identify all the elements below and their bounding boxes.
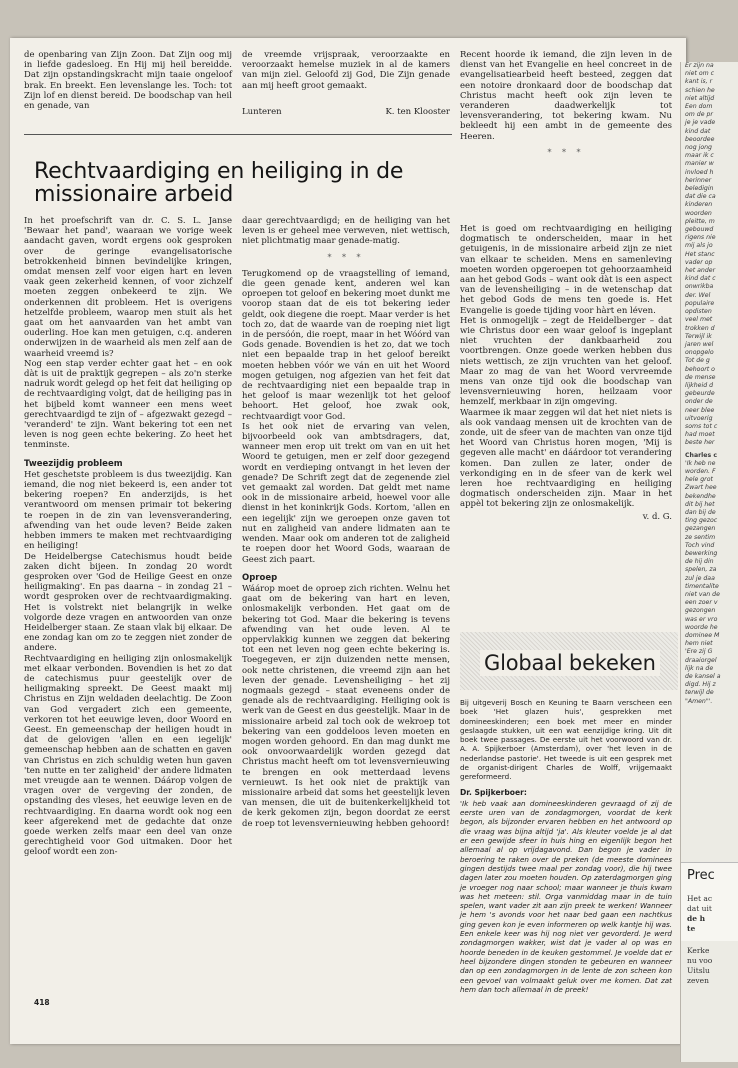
adjacent-box-subheading: de h — [687, 914, 706, 923]
adjacent-page-line: rigens nie — [685, 234, 716, 242]
adjacent-page-line: beoordee — [685, 135, 715, 143]
adjacent-page-line: gezongen — [685, 607, 716, 615]
subheading-tweezijdig: Tweezijdig probleem — [24, 458, 123, 469]
top-signature-place: Lunteren — [242, 106, 282, 117]
adjacent-page-line: dat die ca — [685, 193, 716, 201]
adjacent-page-line: terwijl de — [685, 689, 714, 697]
adjacent-page-line: je je vade — [685, 119, 716, 127]
article-signature: v. d. G. — [642, 511, 672, 522]
adjacent-page-line: neer blee — [685, 406, 715, 414]
adjacent-page-line: kant is, r — [685, 78, 713, 86]
adjacent-page-subheading: Charles c — [685, 451, 717, 459]
adjacent-page-line: pleitte, m — [685, 217, 715, 225]
adjacent-page-line: jaren wel — [685, 340, 714, 348]
adjacent-page-line: invloed h — [685, 168, 714, 176]
top-column-1-text: de openbaring van Zijn Zoon. Dat Zijn oog mij in liefde gadesloeg. En Hij mij heil bereidde. Dat zijn opstandingskracht mijn taaie ongeloof brak. En breekt. Een levenslange les. Toch: tot Zijn lof en dienst bereid. De boodschap van heil en genade, van — [24, 50, 232, 112]
globaal-title: Globaal bekeken — [480, 650, 660, 676]
adjacent-page-line: 'Ere zij G — [685, 648, 713, 656]
adjacent-page-line: veel met — [685, 316, 713, 324]
article-paragraph: Het geschetste probleem is dus tweezijdig. Kan iemand, die nog niet bekeerd is, een ander tot bekering roepen? En anderzijds, is het verantwoord om mensen primair tot bekering te roepen in de zin van levensverandering, afwending van het oude leven? Beide zaken hebben immers te maken met rechtvaardiging en heiliging! — [24, 469, 232, 552]
page-number: 418 — [34, 998, 50, 1007]
adjacent-page-line: kind dat — [685, 127, 711, 135]
top-signature-author: K. ten Klooster — [385, 106, 450, 117]
adjacent-page-line: dit bij het — [685, 500, 715, 508]
adjacent-page-line: herinner — [685, 176, 712, 184]
globaal-intro: Bij uitgeverij Bosch en Keuning te Baarn verscheen een boek 'Het glazen huis', gesprekken met domineeskinderen; een boek met meer en minder geslaagde stukken, uit een wat eenzijdige kring. Uit dit boek twee passages. De eerste uit het voorwoord van dr. A. A. Spijkerboer (Amsterdam), over 'het leven in de nederlandse pastorie'. Het tweede is uit een gesprek met de organist-dirigent Charles de Wolff, vrijgemaakt gereformeerd. — [460, 698, 672, 782]
adjacent-page-line: uitvoerig — [685, 414, 713, 422]
adjacent-page-line: schien he — [685, 86, 715, 94]
adjacent-page-line: vader op — [685, 258, 713, 266]
article-paragraph: Wáárop moet de oproep zich richten. Welnu het gaat om de bekering van hart en leven, onlosmakelijk verbonden. Het gaat om de bekering tot God. Maar die bekering is tevens afwending van het oude leven. Al te oppervlakkig kunnen we zeggen dat bekering tot een net leven nog geen echte bekering is. Toegegeven, er zijn duizenden nette mensen, ook nette christenen, die vreemd zijn aan het leven der genade. Levensheiliging – het zij nogmaals gezegd – staat eveneens onder de genade als de rechtvaardiging. Heiliging ook is werk van de Geest en dus geestelijk. Maar in de missionaire arbeid zal toch ook de wekroep tot bekering van een goddeloos leven moeten en mogen worden gehoord. En dan mag dunkt me ook onvoorwaardelijk worden gezegd dat Christus macht heeft om tot levensvernieuwing te brengen en ook metterdaad levens vernieuwt. Is het ook niet de praktijk van missionaire arbeid dat soms het geestelijk leven van mensen, die uit de buitenkerkelijkheid tot de kerk gekomen zijn, begon doordat ze eerst de roep tot levensvernieuwing hebben gehoord! — [242, 583, 451, 829]
adjacent-page-line: een zoer v — [685, 599, 718, 607]
top-column-2-text: de vreemde vrijspraak, veroorzaakte en veroorzaakt hemelse muziek in al de kamers van mijn ziel. Geloofd zij God, Die Zijn genade aan mij heeft groot gemaakt. — [242, 50, 450, 91]
adjacent-page-line: was er vro — [685, 615, 718, 623]
adjacent-page-line: spelen, za — [685, 566, 717, 574]
article-paragraph: Het is onmogelijk – zegt de Heidelberger – dat wie Christus door een waar geloof is ingeplant niet vruchten der dankbaarheid zou voortbrengen. Onze goede werken hebben dus niets wettisch, ze zijn vruchten van het geloof. Maar zo mag de van het Woord vervreemde mens van onze tijd ook die boodschap van levensvernieuwing horen, heilzaam voor hemzelf, merkbaar in zijn omgeving. — [460, 315, 672, 408]
adjacent-page-line: de hij din — [685, 558, 714, 566]
adjacent-page-line: gebeurde — [685, 390, 715, 398]
adjacent-page-line: draaiorgel — [685, 656, 717, 664]
adjacent-page-line: beledigin — [685, 185, 714, 193]
adjacent-page-line: soms tot c — [685, 422, 718, 430]
adjacent-page-line: kind dat c — [685, 275, 716, 283]
subheading-oproep: Oproep — [242, 572, 278, 583]
article-column-3 — [460, 224, 672, 522]
adjacent-page-line: mij als jo — [685, 242, 713, 250]
adjacent-page-box-title: Prec — [687, 868, 715, 883]
adjacent-page-line: hele grot — [685, 476, 713, 484]
adjacent-page-line: populaire — [685, 299, 715, 307]
adjacent-page-line: der. Wel — [685, 291, 711, 299]
adjacent-page-line: Het stanc — [685, 250, 715, 258]
adjacent-page-box-text-2 — [687, 946, 738, 986]
adjacent-page-line: niet altijd — [685, 94, 715, 102]
adjacent-page-line: kinderen — [685, 201, 713, 209]
article-paragraph: Rechtvaardiging en heiliging zijn onlosmakelijk met elkaar verbonden. Bovendien is het zo dat de catechismus puur geestelijk over de heiligmaking spreekt. De Geest maakt mij Christus en Zijn weldaden deelachtig. De Zoon van God vergadert zich een gemeente, verkoren tot het eeuwige leven, door Woord en Geest. En gemeenschap der heiligen houdt in dat de gelovigen 'allen en een iegelijk' gemeenschap hebben aan de schatten en gaven van Christus en zich schuldig weten hun gaven 'ten nutte en ter zaligheid' der andere lidmaten met vreugde aan te wennen. Dáárop volgen de vragen over de vergeving der zonden, de opstanding des vleses, het eeuwige leven en de rechtvaardiging. En daarna wordt ook nog een keer afgerekend met de gedachte dat onze goede werken zelfs maar een deel van onze gerechtigheid voor God uitmaken. Door het geloof wordt een zon- — [24, 653, 232, 858]
adjacent-box-line: Kerke — [687, 946, 710, 955]
adjacent-page-line: dominee M — [685, 632, 720, 640]
adjacent-page-line: zul je daa — [685, 574, 715, 582]
adjacent-page-line: woorde he — [685, 623, 718, 631]
top-column-3-text: Recent hoorde ik iemand, die zijn leven in de dienst van het Evangelie en heel concreet in de evangelisatiearbeid heeft besteed, zeggen dat een notoire dronkaard door de boodschap dat Christus macht heeft ook zijn leven te veranderen daadwerkelijk tot levensverandering, tot bekering kwam. Nu bekleedt hij een ambt in de gemeente des Heeren. — [460, 50, 672, 142]
adjacent-page-line: om de pr — [685, 111, 713, 119]
adjacent-page-line: opdisten — [685, 308, 712, 316]
adjacent-page-line: 'Ik heb ne — [685, 459, 716, 467]
adjacent-page-line: maar ik c — [685, 152, 714, 160]
adjacent-page-line: de mense — [685, 373, 716, 381]
adjacent-page-line: Terwijl ik — [685, 332, 712, 340]
article-paragraph: Nog een stap verder echter gaat het – en ook dàt is uit de praktijk gegrepen – als zo'n sterke nadruk wordt gelegd op het feit dat heiliging op de rechtvaardiging volgt, dat de heiliging pas in het bijbeld komt wanneer een mens weet gerechtvaardigd te zijn of – afgezwakt gezegd – 'veranderd' te zijn. Want bekering tot een net leven is nog geen echte bekering. Zo heet het tenminste. — [24, 358, 232, 451]
adjacent-box-line: zeven — [687, 976, 709, 985]
adjacent-box-line: nu voo — [687, 956, 713, 965]
article-column-1 — [24, 216, 232, 858]
adjacent-page-line: onder de — [685, 398, 713, 406]
adjacent-page-line: had moet — [685, 431, 715, 439]
adjacent-page-line: Er zijn na — [685, 62, 714, 69]
top-column-2 — [242, 50, 450, 117]
adjacent-box-line: Het ac — [687, 894, 713, 903]
top-column-3-stars: * * * — [547, 147, 585, 157]
top-column-2-signature — [242, 107, 450, 117]
article-paragraph: Terugkomend op de vraagstelling of iemand, die geen genade kent, anderen wel kan oproepen tot geloof en bekering moet dunkt me voorop staan dat de eis tot bekering ieder geldt, ook diegene die roept. Maar verder is het toch zo, dat de waarde van de roeping niet ligt in de persóón, die roept, maar in het Wóórd van Gods genade. Bovendien is het zo, dat we toch niet een bepaalde trap in het geloof bereikt moeten hebben vóór we ván en uit het Woord mogen getuigen, nog afgezien van het feit dat de rechtvaardiging niet een bepaalde trap in het geloof is maar wezenlijk tot het geloof behoort. Het geloof, hoe zwak ook, rechtvaardigt voor God. — [242, 268, 450, 422]
adjacent-page-line: dan bij de — [685, 508, 716, 516]
article-paragraph: In het proefschrift van dr. C. S. L. Janse 'Bewaar het pand', waaraan we vorige week aandacht gaven, wordt ergens ook gesproken over de geringe evangelisatorische betrokkenheid binnen bevindelijke kringen, omdat mensen zelf voor eigen hart en leven vaak geen zekerheid kennen, of voor zichzelf moeten zeggen onbekeerd te zijn. We onderkennen dit probleem. Het is overigens hetzelfde probleem, waarop men stuit als het gaat om het aanvaarden van het ambt van ouderling. Hoe kan men getuigen, c.q. anderen onderwijzen in de waarheid als men zelf aan de waarheid vreemd is? — [24, 216, 232, 359]
adjacent-page-box-text — [687, 894, 738, 934]
adjacent-page-line: manier w — [685, 160, 714, 168]
globaal-subheading: Dr. Spijkerboer: — [460, 787, 527, 797]
article-column-2 — [242, 216, 450, 829]
newspaper-page — [10, 38, 686, 1044]
top-divider-left — [24, 134, 452, 135]
adjacent-page-line: onopgelo — [685, 349, 714, 357]
adjacent-page-line: worden. F — [685, 467, 716, 475]
adjacent-page-line: nog jong — [685, 144, 712, 152]
article-headline: Rechtvaardiging en heiliging in de missionaire arbeid — [34, 159, 404, 207]
adjacent-page-line: niet om c — [685, 70, 715, 78]
article-paragraph: Waarmee ik maar zeggen wil dat het niet niets is als ook vandaag mensen uit de krochten van de zonde, uit de sfeer van de machten van onze tijd het Woord van Christus horen mogen, 'Mij is gegeven alle macht' en dáárdoor tot verandering komen. Dan zullen ze later, onder de verkondiging en in de sfeer van de kerk wel leren hoe rechtvaardiging en heiliging dogmatisch onderscheiden zijn. Maar in het appèl tot bekering zijn ze onlosmakelijk. — [460, 407, 672, 510]
adjacent-page-line: hem niet — [685, 640, 713, 648]
adjacent-page-column — [685, 62, 738, 706]
article-stars: * * * — [327, 252, 365, 262]
adjacent-page-line: bewerking — [685, 549, 718, 557]
adjacent-page-line: Zwart hee — [685, 484, 717, 492]
adjacent-page-line: Tot de g — [685, 357, 710, 365]
globaal-quote: 'Ik heb vaak aan domineeskinderen gevraagd of zij de eerste uren van de zondagmorgen, voordat de kerk begon, als bijzonder ervaren hebben en het antwoord op die vraag was bijna altijd 'ja'. Als kleuter voelde je al dat er een gewijde sfeer in huis hing en eigenlijk begon het allemaal al op vrijdagavond. Dan begon je vader in beroering te raken over de preken (de meeste dominees gingen destijds twee maal per zondag voor), die hij twee dagen later zou moeten houden. Op zaterdagmorgen ging je vroeger nog naar school; maar wanneer je thuis kwam was het meteen: stil. Orga vanmiddag maar in de tuin spelen, want vader zit aan zijn preek te werken! Wanneer je hem 's avonds voor het naar bed gaan een nachtkus ging geven kon je even informeren op welk kantje hij was. Een enkele keer was hij nog niet ver gevorderd. Je werd zondagmorgen wakker, wist dat je vader al op was en hoorde beneden in de keuken gestommel. Je voelde dat er heel bijzondere dingen stonden te gebeuren en wanneer dan op een zondagmorgen in de lente de zon scheen kon een gevoel van volmaakt geluk over me komen. Dat zat hem dan toch allemaal in de preek! — [460, 798, 672, 994]
adjacent-page-strip — [680, 62, 738, 1062]
adjacent-page-line: Toch vind — [685, 541, 715, 549]
adjacent-page-line: Een dom — [685, 103, 713, 111]
adjacent-page-line: behoort o — [685, 365, 715, 373]
top-column-3 — [460, 50, 672, 164]
adjacent-page-line: onwrikba — [685, 283, 714, 291]
adjacent-page-line: lijk na de — [685, 664, 714, 672]
adjacent-page-line: niet van de — [685, 591, 720, 598]
adjacent-page-line: woorden — [685, 209, 712, 217]
adjacent-page-line: trokken d — [685, 324, 715, 332]
article-paragraph: Is het ook niet de ervaring van velen, bijvoorbeeld ook van ambtsdragers, dat, wanneer men erop uit trekt om van en uit het Woord te getuigen, men er zelf door gezegend wordt en verdieping ontvangt in het leven der genade? De Schrift zegt dat de zegenende ziel vet gemaakt zal worden. Dat geldt met name ook in de missionaire arbeid, hoewel voor alle dienst in het koninkrijk Gods. Kortom, 'allen en een iegelijk' zijn we geroepen onze gaven tot nut en zaligheid van andere lidmaten aan te wenden. Maar ook om anderen tot de zaligheid te roepen door het Woord Gods, waaraan de Geest zich paart. — [242, 421, 450, 565]
adjacent-box-subheading: te — [687, 924, 696, 933]
globaal-column — [460, 698, 672, 994]
adjacent-page-line: het ander — [685, 267, 716, 275]
adjacent-page-line: lijkheid d — [685, 381, 714, 389]
adjacent-page-line: "Amen"'. — [685, 697, 713, 705]
adjacent-page-line: ze sentim — [685, 533, 716, 541]
adjacent-page-line: de kansel a — [685, 673, 721, 681]
adjacent-box-line: Uitslu — [687, 966, 710, 975]
adjacent-page-line: digd. Hij z — [685, 681, 716, 689]
article-paragraph: daar gerechtvaardigd; en de heiliging van het leven is er geheel mee verweven, niet wettisch, niet plichtmatig maar genade-matig. — [242, 216, 450, 247]
article-paragraph: Het is goed om rechtvaardiging en heiliging dogmatisch te onderscheiden, maar in het getuigenis, in de missionaire arbeid zijn ze niet van elkaar te scheiden. Mens en samenleving moeten worden opgeroepen tot gehoorzaamheid aan het gebod Gods – want ook dàt is een aspect van de levensheiliging – in de wetenschap dat het gebod Gods de mens ten goede is. Het Evangelie is goede tijding voor hàrt en léven. — [460, 224, 672, 316]
adjacent-box-line: dat uit — [687, 904, 712, 913]
article-paragraph: De Heidelbergse Catechismus houdt beide zaken dicht bijeen. In zondag 20 wordt gesproken over 'God de Heilige Geest en onze heiligmaking'. En pas daarna – in zondag 21 – wordt gesproken over de rechtvaardigmaking. Het is volstrekt niet belangrijk in welke volgorde deze vragen en antwoorden van onze Heidelberger staan. Ze staan vlak bij elkaar. De ene zondag kan om zo te zeggen niet zonder de andere. — [24, 551, 232, 654]
adjacent-page-line: timentalite — [685, 582, 719, 590]
adjacent-page-line: beste her — [685, 439, 715, 447]
adjacent-page-line: gezangen — [685, 525, 716, 533]
adjacent-page-line: ting gezoc — [685, 517, 718, 525]
adjacent-page-line: bekendhe — [685, 492, 716, 500]
top-column-1 — [24, 50, 232, 111]
adjacent-page-line: gebouwd — [685, 226, 714, 234]
